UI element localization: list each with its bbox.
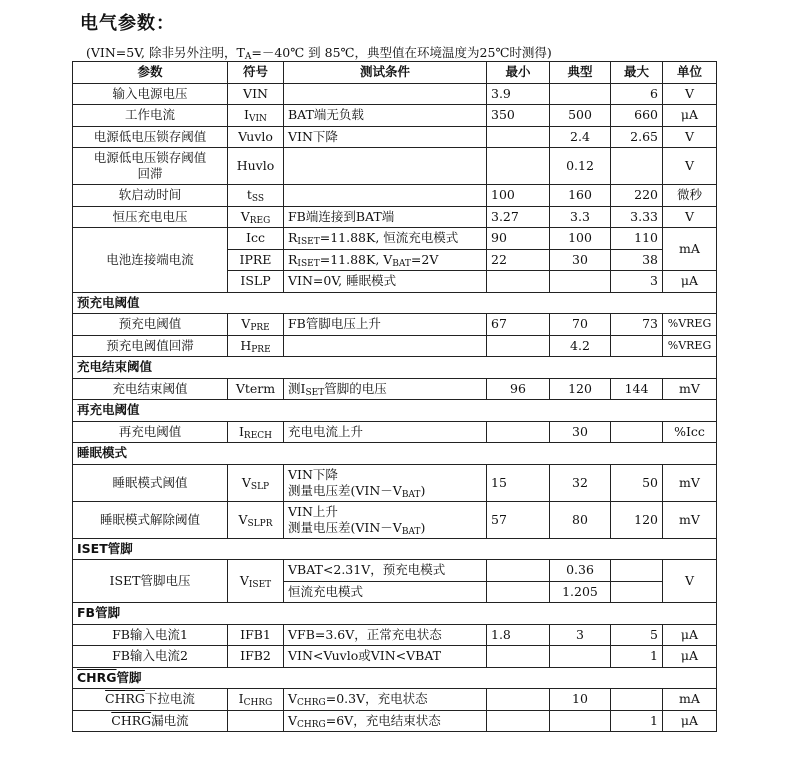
table-row: 再充电阈值 $I_{RECH}$ 充电电流上升 30 %Icc [73, 421, 717, 443]
header-param: 参数 [73, 62, 228, 84]
table-row: 电池连接端电流 Icc $R_{ISET}=11.88K$, 恒流充电模式 90 100 110 mA [73, 228, 717, 250]
section-row: 预充电阈值 [73, 292, 717, 314]
table-row: CHRG漏电流 $V_{CHRG}=6V$，充电结束状态 1 μA [73, 710, 717, 732]
table-row: 充电结束阈值 Vterm 测$I_{SET}$管脚的电压 96 120 144 mV [73, 378, 717, 400]
table-row: 恒压充电电压 $V_{REG}$ FB端连接到BAT端 3.27 3.3 3.33 V [73, 206, 717, 228]
section-row: ISET管脚 [73, 538, 717, 560]
table-row: 电源低电压锁存阈值 回滞 Huvlo 0.12 V [73, 148, 717, 185]
header-unit: 单位 [663, 62, 717, 84]
table-header-row [73, 62, 717, 84]
table-row: 电源低电压锁存阈值 Vuvlo VIN下降 2.4 2.65 V [73, 126, 717, 148]
electrical-parameters-table [72, 61, 717, 732]
header-min: 最小 [487, 62, 550, 84]
header-condition: 测试条件 [284, 62, 487, 84]
header-max: 最大 [611, 62, 663, 84]
table-row: ISET管脚电压 $V_{ISET}$ VBAT<2.31V，预充电模式 0.36 V [73, 560, 717, 582]
section-row: CHRG管脚 [73, 667, 717, 689]
header-symbol: 符号 [228, 62, 284, 84]
section-row: FB管脚 [73, 603, 717, 625]
table-row: 输入电源电压 VIN 3.9 6 V [73, 83, 717, 105]
table-row: 睡眠模式阈值 $V_{SLP}$ VIN下降 测量电压差$(VIN-V_{BAT})$ 15 32 50 mV [73, 464, 717, 501]
table-row: 睡眠模式解除阈值 $V_{SLPR}$ VIN上升 测量电压差$(VIN-V_{BAT})$ 57 80 120 mV [73, 501, 717, 538]
table-row: 软启动时间 $t_{SS}$ 100 160 220 微秒 [73, 185, 717, 207]
table-row: CHRG下拉电流 $I_{CHRG}$ $V_{CHRG}=0.3V$，充电状态 10 mA [73, 689, 717, 711]
table-row: FB输入电流2 IFB2 VIN<Vuvlo或VIN<VBAT 1 μA [73, 646, 717, 668]
table-row: IPRE $R_{ISET}=11.88K$, $V_{BAT}=2V$ 22 30 38 [73, 249, 717, 271]
table-row: 预充电阈值 $V_{PRE}$ FB管脚电压上升 67 70 73 %VREG [73, 314, 717, 336]
section-row: 再充电阈值 [73, 400, 717, 422]
section-row: 充电结束阈值 [73, 357, 717, 379]
table-row: 工作电流 $I_{VIN}$ BAT端无负载 350 500 660 μA [73, 105, 717, 127]
section-row: 睡眠模式 [73, 443, 717, 465]
section-title: 电气参数： [80, 13, 175, 34]
test-conditions-note: (VIN=5V, 除非另外注明，$T_A=-40℃$ 到 85℃，典型值在环境温度为25℃时测得) [86, 45, 552, 62]
table-row: ISLP VIN=0V, 睡眠模式 3 μA [73, 271, 717, 293]
table-row: 预充电阈值回滞 $H_{PRE}$ 4.2 %VREG [73, 335, 717, 357]
table-row: FB输入电流1 IFB1 VFB=3.6V，正常充电状态 1.8 3 5 μA [73, 624, 717, 646]
header-typ: 典型 [550, 62, 611, 84]
table-row: 恒流充电模式 1.205 [73, 581, 717, 603]
